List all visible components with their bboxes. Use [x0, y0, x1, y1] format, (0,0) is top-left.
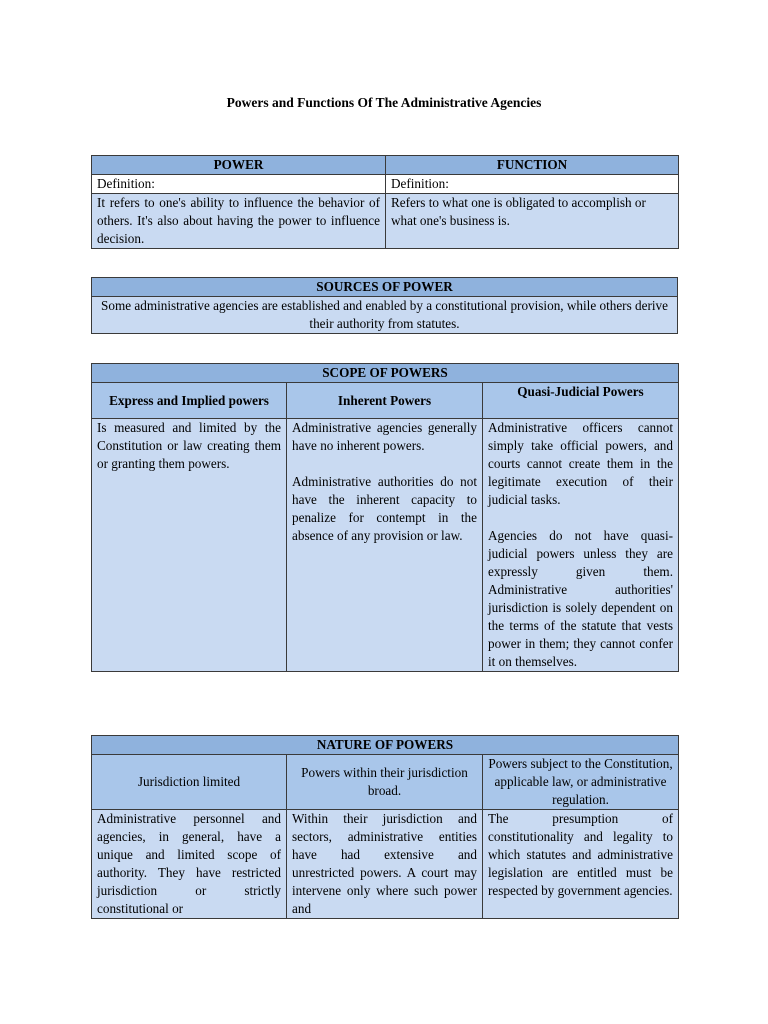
subject-to-constitution-header: Powers subject to the Constitution, applicable law, or administrative regulation. — [483, 755, 679, 810]
sources-of-power-table — [91, 277, 678, 334]
quasi-paragraph-2: Agencies do not have quasi-judicial powers unless they are expressly given them. Administrative authorities' jurisdiction is solely dependent on the terms of the statute that vests power in them; they cannot confer it on themselves. — [488, 528, 673, 669]
jurisdiction-broad-text: Within their jurisdiction and sectors, administrative entities have had extensive and unrestricted powers. A court may intervene only where such power and — [287, 810, 483, 919]
power-function-table — [91, 155, 679, 249]
document-title: Powers and Functions Of The Administrative Agencies — [226, 95, 542, 110]
sources-header: SOURCES OF POWER — [92, 278, 678, 297]
scope-of-powers-table — [91, 363, 679, 672]
express-implied-text — [92, 419, 287, 672]
function-definition-label: Definition: — [386, 175, 679, 194]
power-header: POWER — [92, 156, 386, 175]
nature-header: NATURE OF POWERS — [92, 736, 679, 755]
scope-header: SCOPE OF POWERS — [92, 364, 679, 383]
function-definition-text: Refers to what one is obligated to accomplish or what one's business is. — [386, 194, 679, 249]
sources-text: Some administrative agencies are established and enabled by a constitutional provision, while others derive their authority from statutes. — [92, 297, 678, 334]
inherent-paragraph-1: Administrative agencies generally have no inherent powers. — [292, 420, 477, 453]
inherent-text — [287, 419, 483, 672]
inherent-paragraph-2: Administrative authorities do not have the inherent capacity to penalize for contempt in the absence of any provision or law. — [292, 474, 477, 543]
inherent-header: Inherent Powers — [287, 383, 483, 419]
power-definition-text: It refers to one's ability to influence the behavior of others. It's also about having the power to influence decision. — [92, 194, 386, 249]
quasi-judicial-header: Quasi-Judicial Powers — [483, 383, 679, 419]
quasi-paragraph-1: Administrative officers cannot simply take official powers, and courts cannot create them in the legitimate execution of their judicial tasks. — [488, 420, 673, 507]
express-implied-header: Express and Implied powers — [92, 383, 287, 419]
quasi-judicial-text — [483, 419, 679, 672]
jurisdiction-limited-header: Jurisdiction limited — [92, 755, 287, 810]
function-header: FUNCTION — [386, 156, 679, 175]
express-implied-paragraph: Is measured and limited by the Constitution or law creating them or granting them powers. — [97, 420, 281, 471]
jurisdiction-broad-header: Powers within their jurisdiction broad. — [287, 755, 483, 810]
subject-to-constitution-text: The presumption of constitutionality and legality to which statutes and administrative legislation are entitled must be respected by government agencies. — [483, 810, 679, 919]
jurisdiction-limited-text: Administrative personnel and agencies, in general, have a unique and limited scope of authority. They have restricted jurisdiction or strictly constitutional or — [92, 810, 287, 919]
power-definition-label: Definition: — [92, 175, 386, 194]
nature-of-powers-table — [91, 735, 679, 919]
